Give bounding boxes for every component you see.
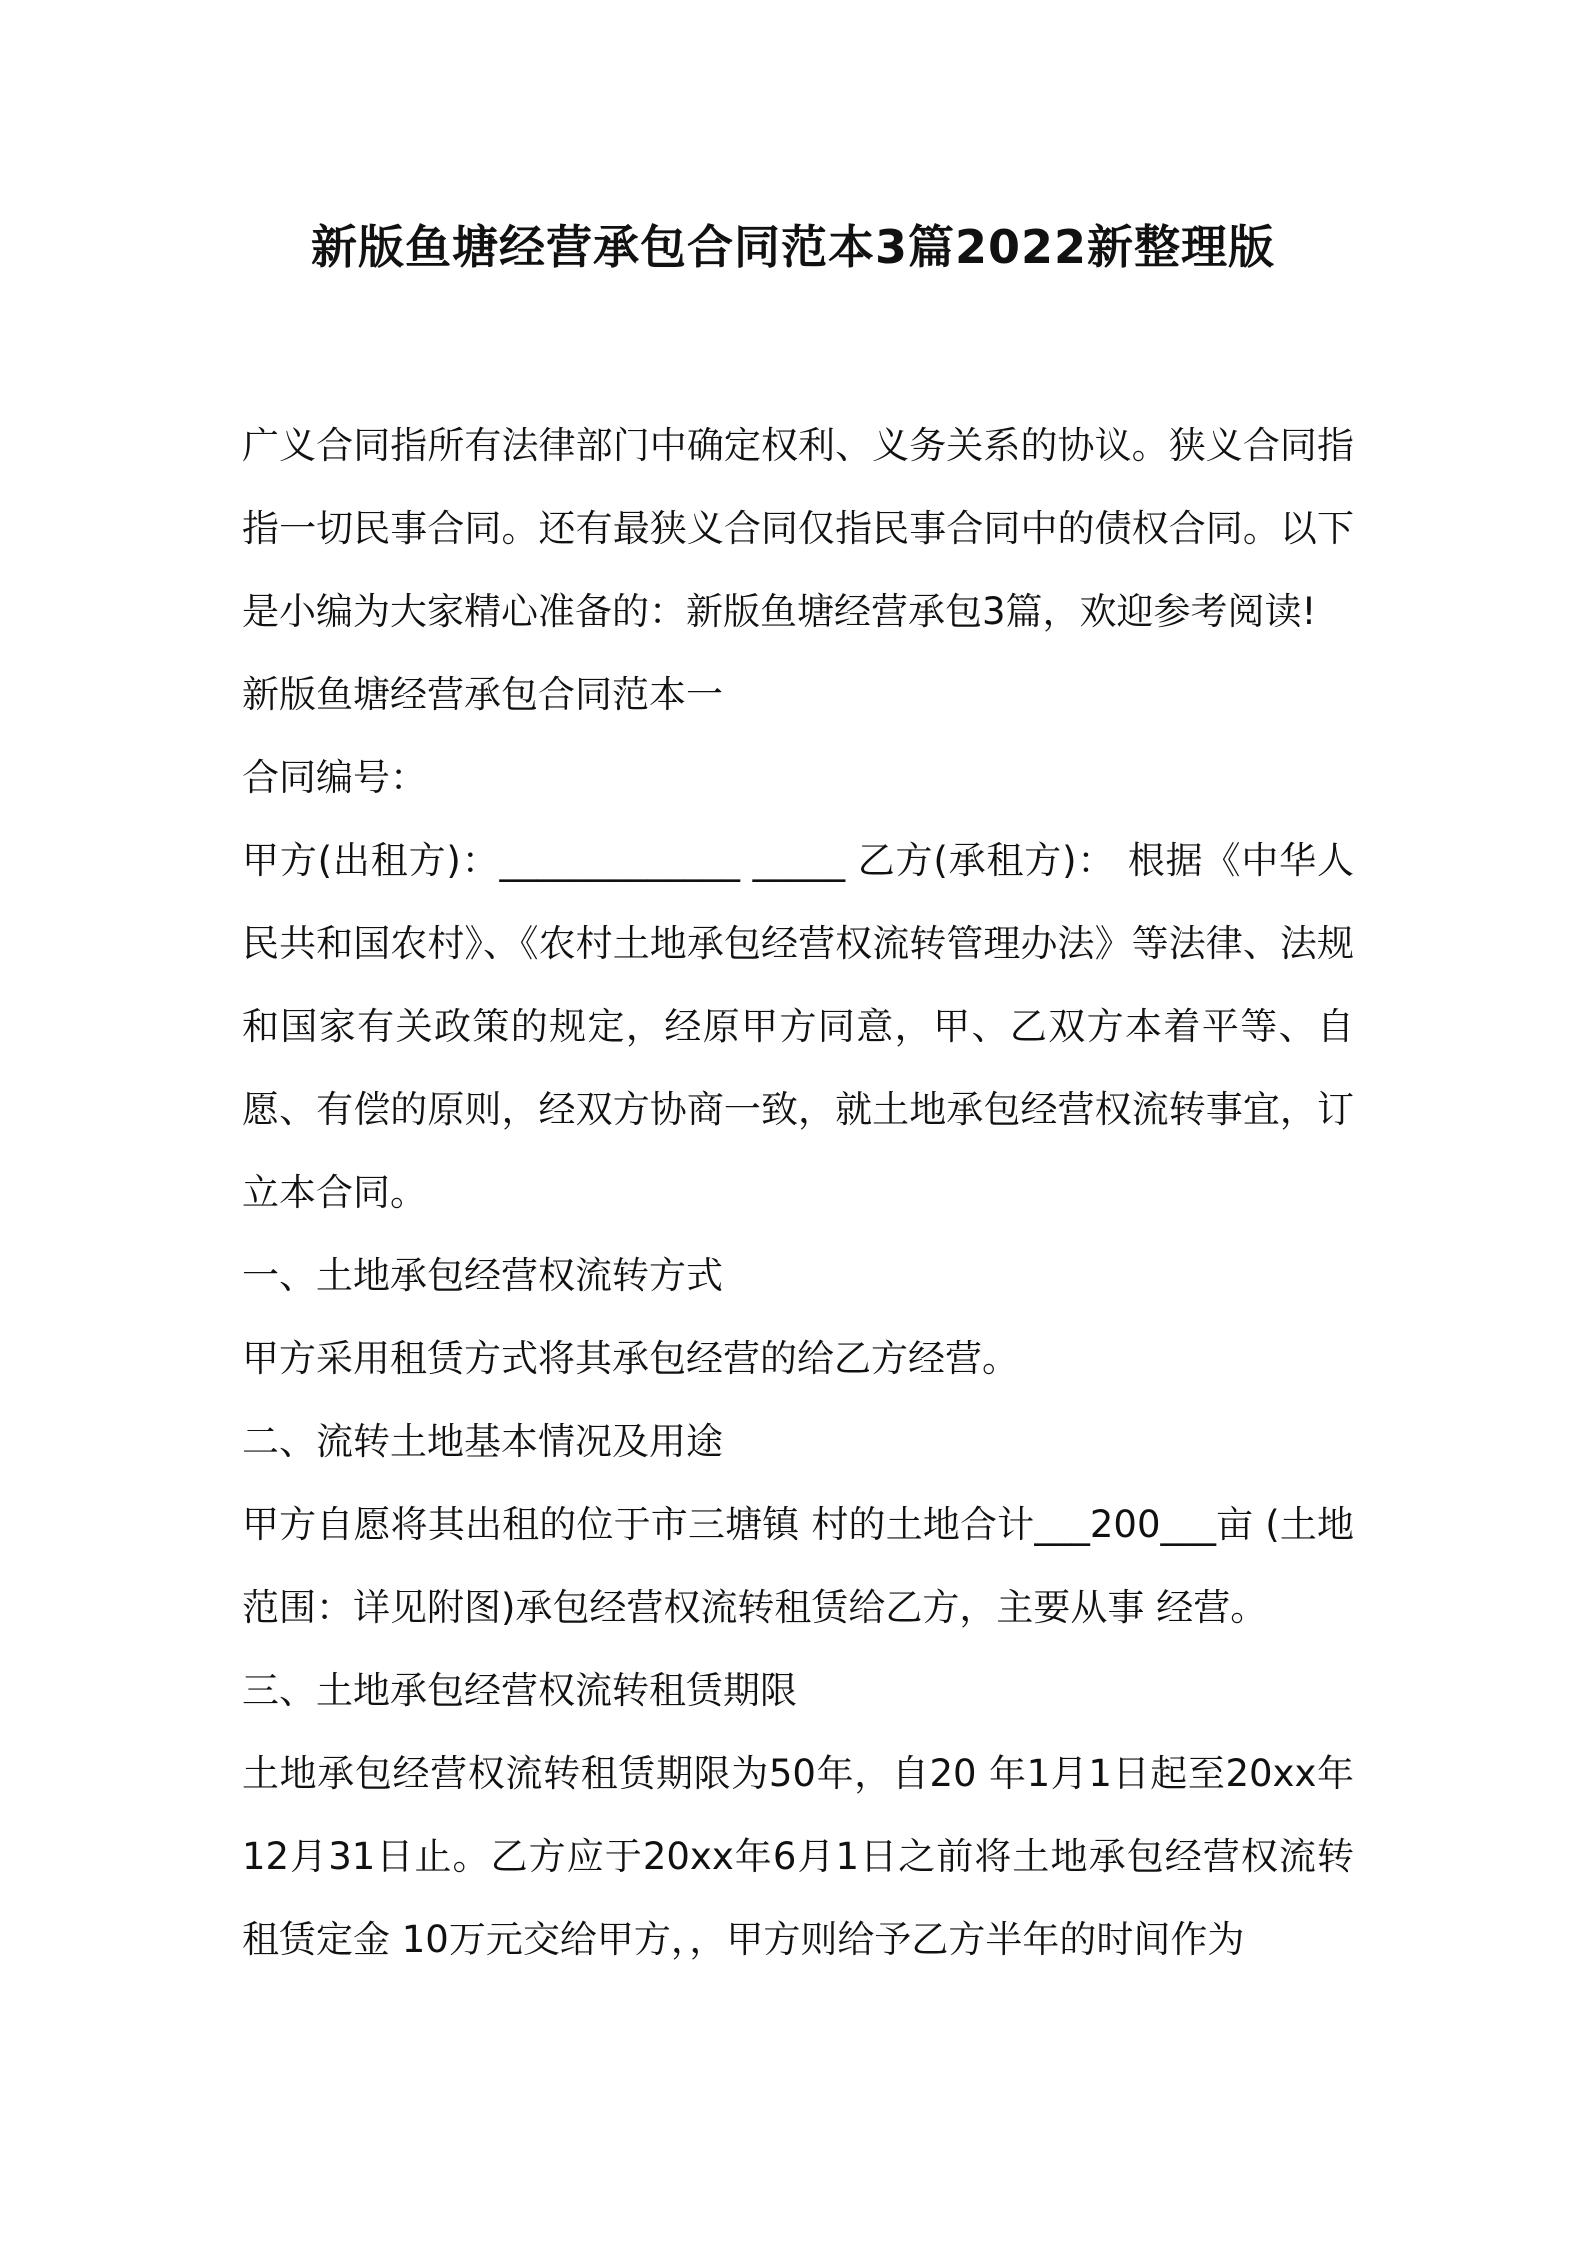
paragraph-contract-number: 合同编号： (242, 756, 427, 799)
paragraph-section-3: 土地承包经营权流转租赁期限为50年，自20 年1月1日起至20xx年12月31日止。乙方应于20xx年6月1日之前将土地承包经营权流转租赁定金 10万元交给甲方，，甲方则给予乙方半年的时间作为 (242, 1752, 1354, 1961)
document-body (242, 404, 1354, 1981)
paragraph-intro: 广义合同指所有法律部门中确定权利、义务关系的协议。狭义合同指指一切民事合同。还有最狭义合同仅指民事合同中的债权合同。以下是小编为大家精心准备的：新版鱼塘经营承包3篇，欢迎参考阅读! (242, 424, 1354, 633)
section-heading-1: 一、土地承包经营权流转方式 (242, 1254, 723, 1297)
paragraph-section-2: 甲方自愿将其出租的位于市三塘镇 村的土地合计___200___亩 (土地范围：详见附图)承包经营权流转租赁给乙方，主要从事 经营。 (242, 1503, 1354, 1629)
paragraph-sample-heading: 新版鱼塘经营承包合同范本一 (242, 673, 723, 716)
section-heading-3: 三、土地承包经营权流转租赁期限 (242, 1669, 797, 1712)
paragraph-section-1: 甲方采用租赁方式将其承包经营的给乙方经营。 (242, 1337, 1019, 1380)
paragraph-parties: 甲方(出租方)：_____________ _____ 乙方(承租方)： 根据《中华人民共和国农村》、《农村土地承包经营权流转管理办法》等法律、法规和国家有关政策的规定，经原甲方同意，甲、乙双方本着平等、自愿、有偿的原则，经双方协商一致，就土地承包经营权流转事宜，订立本合同。 (242, 839, 1354, 1214)
document-title: 新版鱼塘经营承包合同范本3篇2022新整理版 (310, 220, 1276, 274)
section-heading-2: 二、流转土地基本情况及用途 (242, 1420, 723, 1463)
